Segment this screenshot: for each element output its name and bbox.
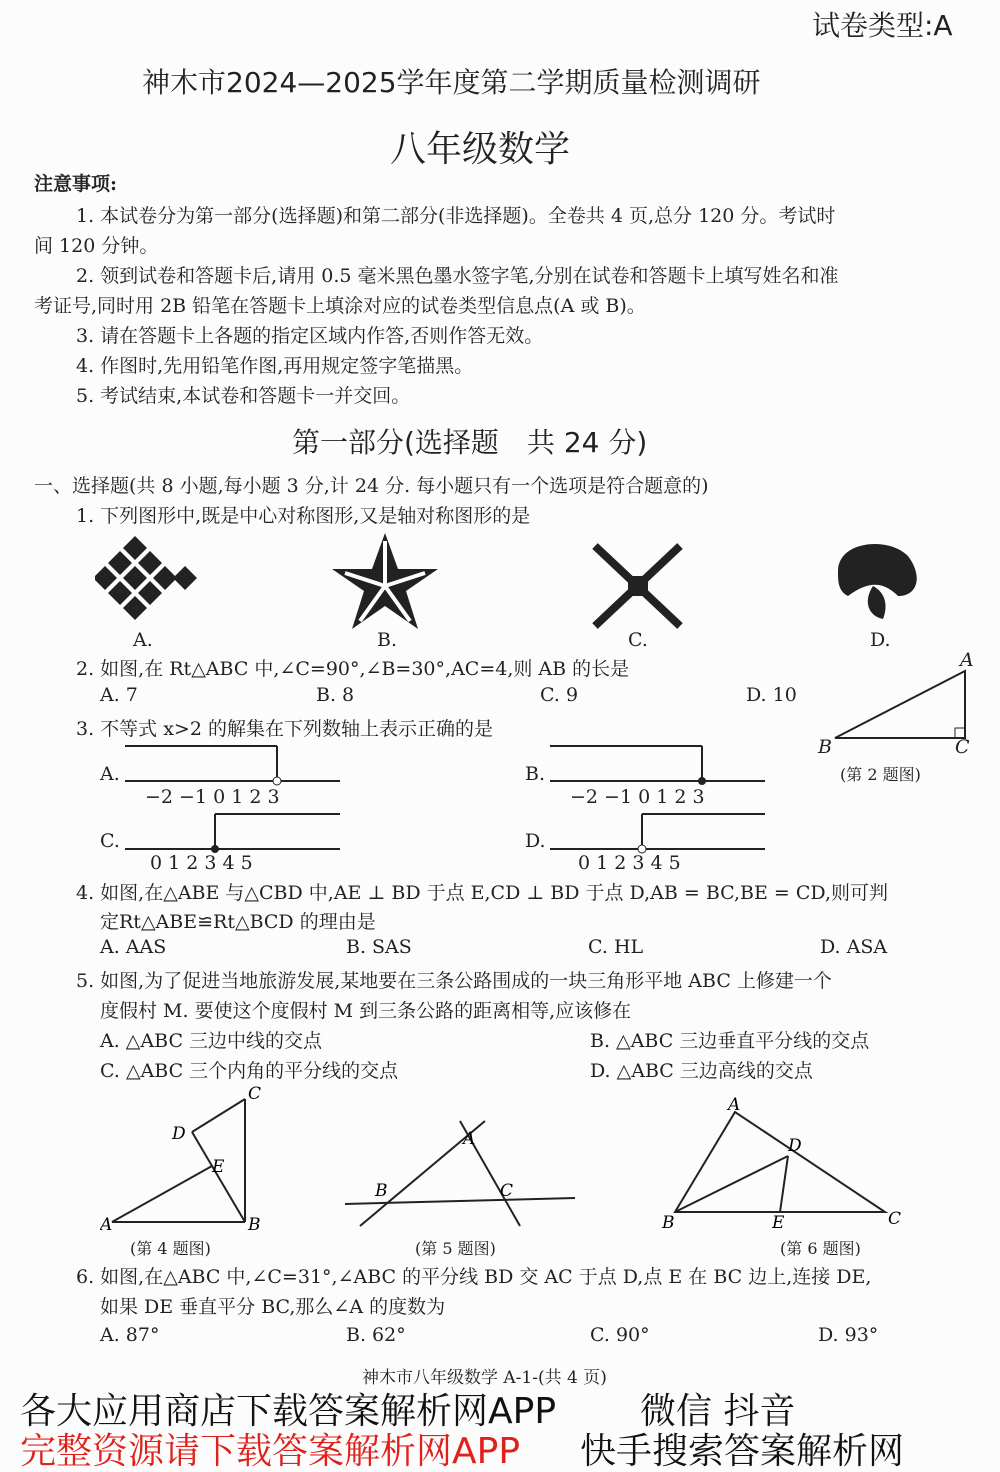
q5-figure [345,1116,580,1231]
page-footer: 神木市八年级数学 A-1-(共 4 页) [362,1368,607,1388]
q6-option: B. 62° [346,1324,406,1346]
watermark: 快手搜索答案解析网 [580,1431,905,1472]
q1-stem: 1. 下列图形中,既是中心对称图形,又是轴对称图形的是 [76,505,531,527]
q3-ticks: 0 1 2 3 4 5 [578,852,681,874]
section-heading: 一、选择题(共 8 小题,每小题 3 分,计 24 分. 每小题只有一个选项是符合题意的) [34,475,709,497]
q6-stem: 6. 如图,在△ABC 中,∠C=31°,∠ABC 的平分线 BD 交 AC 于点 D,点 E 在 BC 边上,连接 DE, [76,1266,872,1288]
svg-text:C: C [500,1181,514,1201]
q6-option: A. 87° [100,1324,160,1346]
svg-text:C: C [888,1209,902,1229]
q2-option: D. 10 [746,684,797,706]
q3-numberline-a [125,741,345,786]
q2-option: C. 9 [540,684,579,706]
q5-caption: (第 5 题图) [415,1239,496,1258]
q3-numberline-c [125,809,345,854]
q6-stem: 如果 DE 垂直平分 BC,那么∠A 的度数为 [100,1296,446,1318]
svg-text:C: C [248,1084,262,1104]
q5-stem: 5. 如图,为了促进当地旅游发展,某地要在三条公路围成的一块三角形平地 ABC 上修建一个 [76,970,832,992]
svg-text:B: B [375,1181,388,1201]
q2-option: A. 7 [100,684,138,706]
q1-figure-b [330,531,440,631]
q1-figure-d [828,541,928,621]
q4-caption: (第 4 题图) [130,1239,211,1258]
q4-option: C. HL [588,936,644,958]
q5-option: D. △ABC 三边高线的交点 [590,1060,813,1082]
note-line: 2. 领到试卷和答题卡后,请用 0.5 毫米黑色墨水签字笔,分别在试卷和答题卡上填写姓名和准 [76,265,839,287]
q6-option: D. 93° [818,1324,879,1346]
note-line: 考证号,同时用 2B 铅笔在答题卡上填涂对应的试卷类型信息点(A 或 B)。 [34,295,646,317]
q4-option: A. AAS [100,936,167,958]
watermark: 微信 抖音 [640,1391,796,1432]
q5-option: C. △ABC 三个内角的平分线的交点 [100,1060,399,1082]
svg-text:D: D [172,1124,186,1144]
q2-label: B [818,736,832,758]
notes-heading: 注意事项: [34,173,118,195]
q5-option: B. △ABC 三边垂直平分线的交点 [590,1030,870,1052]
q3-stem: 3. 不等式 x>2 的解集在下列数轴上表示正确的是 [76,718,493,740]
q4-figure [100,1084,270,1234]
note-line: 3. 请在答题卡上各题的指定区域内作答,否则作答无效。 [76,325,544,347]
note-line: 5. 考试结束,本试卷和答题卡一并交回。 [76,385,411,407]
note-line: 1. 本试卷分为第一部分(选择题)和第二部分(非选择题)。全卷共 4 页,总分 120 分。考试时 [76,205,836,227]
q2-caption: (第 2 题图) [840,765,921,784]
q3-option: D. [525,830,546,852]
svg-text:D: D [788,1136,802,1156]
q3-option: B. [525,763,546,785]
q1-option: B. [377,629,398,651]
note-line: 4. 作图时,先用铅笔作图,再用规定签字笔描黑。 [76,355,474,377]
exam-title: 神木市2024—2025学年度第二学期质量检测调研 [142,66,761,99]
q6-option: C. 90° [590,1324,650,1346]
q2-label: A [960,649,974,671]
watermark: 各大应用商店下载答案解析网APP [20,1391,557,1432]
svg-text:B: B [662,1213,675,1231]
watermark-red: 完整资源请下载答案解析网APP [20,1431,521,1472]
svg-text:E: E [772,1213,785,1231]
q2-label: C [955,736,970,758]
svg-text:B: B [248,1215,261,1234]
q6-caption: (第 6 题图) [780,1239,861,1258]
q1-option: A. [133,629,153,651]
q3-option: C. [100,830,120,852]
q3-option: A. [100,763,120,785]
q1-figure-a [95,531,210,621]
q4-option: B. SAS [346,936,412,958]
q3-ticks: −2 −1 0 1 2 3 [145,786,280,808]
q3-numberline-d [550,809,770,854]
paper-type: 试卷类型:A [812,9,953,42]
q4-option: D. ASA [820,936,888,958]
q5-option: A. △ABC 三边中线的交点 [100,1030,323,1052]
q4-stem: 4. 如图,在△ABE 与△CBD 中,AE ⊥ BD 于点 E,CD ⊥ BD 于点 D,AB = BC,BE = CD,则可判 [76,882,889,904]
q6-figure [660,1096,910,1231]
note-line: 间 120 分钟。 [34,235,159,257]
svg-text:A: A [100,1215,113,1234]
svg-text:A: A [463,1129,476,1149]
q2-option: B. 8 [316,684,355,706]
svg-text:A: A [728,1096,741,1115]
q3-numberline-b [550,741,770,786]
q4-stem: 定Rt△ABE≌Rt△BCD 的理由是 [100,911,376,933]
part1-title: 第一部分(选择题 共 24 分) [292,426,648,459]
q2-stem: 2. 如图,在 Rt△ABC 中,∠C=90°,∠B=30°,AC=4,则 AB 的长是 [76,658,630,680]
subject-title: 八年级数学 [390,129,571,170]
q2-figure [830,666,970,746]
q1-option: D. [870,629,891,651]
q1-option: C. [628,629,648,651]
svg-text:E: E [212,1157,225,1177]
q3-ticks: 0 1 2 3 4 5 [150,852,253,874]
q1-figure-c [590,541,685,631]
q3-ticks: −2 −1 0 1 2 3 [570,786,705,808]
q5-stem: 度假村 M. 要使这个度假村 M 到三条公路的距离相等,应该修在 [100,1000,632,1022]
